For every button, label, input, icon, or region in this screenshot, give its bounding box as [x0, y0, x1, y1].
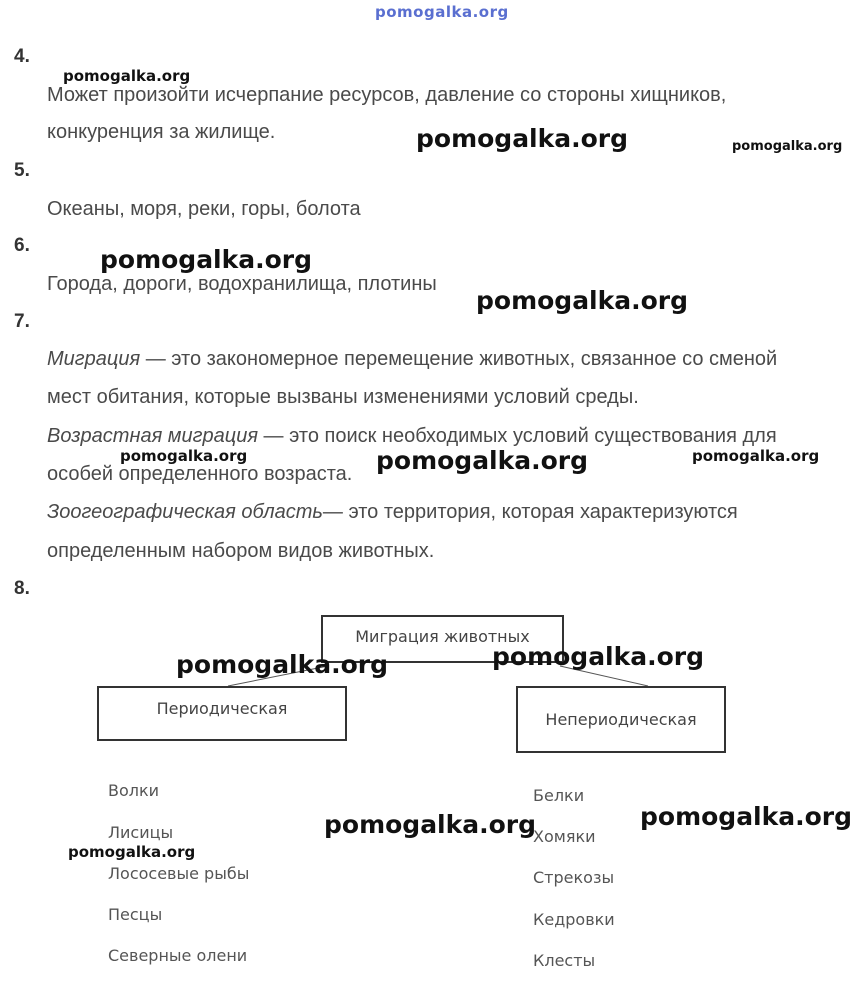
- list-item: Лисицы: [108, 823, 174, 842]
- watermark: pomogalka.org: [732, 139, 843, 154]
- list-item: Песцы: [108, 905, 163, 924]
- list-item: Стрекозы: [533, 868, 615, 887]
- watermark: pomogalka.org: [692, 447, 820, 465]
- list-item: Лососевые рыбы: [108, 864, 250, 883]
- top-watermark: pomogalka.org: [375, 3, 509, 21]
- section-4-line-2: конкуренция за жилище.: [47, 121, 276, 143]
- diagram-nonperiodic-box: Непериодическая: [516, 686, 726, 753]
- diagram-periodic-box: Периодическая: [97, 686, 347, 741]
- watermark: pomogalka.org: [63, 67, 191, 85]
- watermark: pomogalka.org: [416, 124, 629, 153]
- watermark: pomogalka.org: [100, 245, 313, 274]
- definition-age-migration-text: — это поиск необходимых условий существования для: [258, 425, 777, 447]
- definition-zoogeo-text: — это территория, которая характеризуются: [322, 501, 738, 523]
- list-item: Северные олени: [108, 946, 248, 965]
- section-5-line: Океаны, моря, реки, горы, болота: [47, 198, 361, 220]
- list-item: Волки: [108, 781, 160, 800]
- list-item: Белки: [533, 786, 585, 805]
- section-7-number: 7.: [14, 311, 30, 332]
- section-4-line-1: Может произойти исчерпание ресурсов, давление со стороны хищников,: [47, 84, 727, 106]
- watermark: pomogalka.org: [476, 286, 689, 315]
- definition-migration-line-2: мест обитания, которые вызваны изменениями условий среды.: [47, 386, 639, 408]
- watermark: pomogalka.org: [376, 446, 589, 475]
- watermark: pomogalka.org: [68, 843, 196, 861]
- list-item: Кедровки: [533, 910, 615, 929]
- section-5-number: 5.: [14, 160, 30, 181]
- term-zoogeo: Зоогеографическая область: [47, 501, 323, 523]
- section-6-number: 6.: [14, 235, 30, 256]
- watermark: pomogalka.org: [176, 650, 389, 679]
- watermark: pomogalka.org: [492, 642, 705, 671]
- definition-migration-text: — это закономерное перемещение животных, связанное со сменой: [140, 348, 778, 370]
- term-age-migration: Возрастная миграция: [47, 425, 258, 447]
- section-4-number: 4.: [14, 46, 30, 67]
- definition-age-migration-line-2: особей определенного возраста.: [47, 463, 353, 485]
- section-6-line: Города, дороги, водохранилища, плотины: [47, 273, 437, 295]
- list-item: Клесты: [533, 951, 596, 970]
- watermark: pomogalka.org: [324, 810, 537, 839]
- watermark: pomogalka.org: [640, 802, 853, 831]
- definition-zoogeo-line-2: определенным набором видов животных.: [47, 540, 435, 562]
- term-migration: Миграция: [47, 348, 141, 370]
- section-8-number: 8.: [14, 578, 30, 599]
- diagram-root-box: Миграция животных: [321, 615, 564, 663]
- watermark: pomogalka.org: [120, 447, 248, 465]
- list-item: Хомяки: [533, 827, 596, 846]
